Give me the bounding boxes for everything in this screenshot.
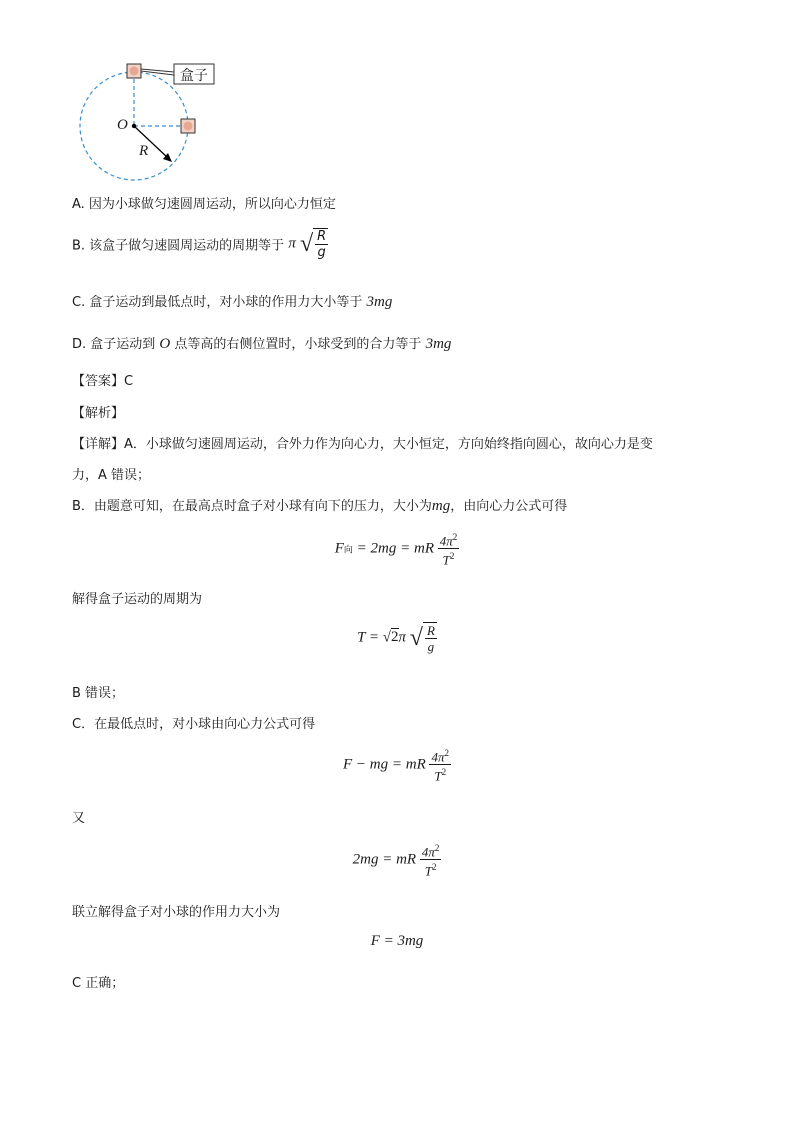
analysis-line6: C．在最低点时，对小球由向心力公式可得 xyxy=(72,717,316,732)
eq3-text: F − mg = mR xyxy=(343,756,426,773)
option-d-O: O xyxy=(159,336,171,352)
eq1-sub: 向 xyxy=(343,545,353,556)
eq4-text: 2mg = mR xyxy=(352,851,417,868)
line3-post: ，由向心力公式可得 xyxy=(450,499,568,514)
analysis-line9: C 正确； xyxy=(72,976,125,991)
center-point xyxy=(132,124,136,128)
option-c xyxy=(72,291,392,311)
analysis-line1-text: A．小球做匀速圆周运动，合外力作为向心力，大小恒定，方向始终指向圆心，故向心力是变 xyxy=(124,437,653,452)
eq1-mid: = 2mg = mR xyxy=(352,540,434,557)
option-d-math: 3mg xyxy=(425,336,452,352)
option-b xyxy=(72,228,328,268)
answer-label: 【答案】 xyxy=(72,374,125,389)
eq2-pi: π xyxy=(398,629,407,646)
option-a: A. 因为小球做匀速圆周运动，所以向心力恒定 xyxy=(72,197,336,212)
detail-label: 【详解】 xyxy=(72,437,125,452)
analysis-line1 xyxy=(72,433,653,452)
option-b-den: g xyxy=(317,245,326,260)
eq3-den: T xyxy=(434,768,442,784)
center-label: O xyxy=(117,117,128,133)
radius-label: R xyxy=(139,143,149,159)
option-c-text: C. 盒子运动到最低点时，对小球的作用力大小等于 xyxy=(72,295,363,310)
option-b-pi: π xyxy=(288,235,296,252)
eq2-root2: 2 xyxy=(391,629,399,646)
equation-2: T = √2π √ $\frac{R}{g}$ xyxy=(357,623,435,654)
eq2-lhs: T = xyxy=(357,629,383,646)
analysis-line3 xyxy=(72,495,567,515)
option-b-text: B. 该盒子做匀速圆周运动的周期等于 xyxy=(72,238,285,254)
equation-4: 2mg = mR $\frac{4\pi^2}{T^2}$ xyxy=(352,843,440,879)
eq1-lhs: F xyxy=(334,540,344,557)
top-ball xyxy=(130,67,139,76)
eq1-num: 4π xyxy=(439,533,453,549)
analysis-line7: 又 xyxy=(72,811,86,826)
line3-pre: B．由题意可知，在最高点时盒子对小球有向下的压力，大小为 xyxy=(72,499,432,514)
eq4-num: 4π xyxy=(421,844,435,860)
eq3-num: 4π xyxy=(431,749,445,765)
option-d-text2: 点等高的右侧位置时，小球受到的合力等于 xyxy=(174,337,422,352)
option-d-text1: D. 盒子运动到 xyxy=(72,337,156,352)
eq2-num: R xyxy=(426,623,435,638)
analysis-label: 【解析】 xyxy=(72,406,125,421)
eq1-den: T xyxy=(442,552,450,568)
answer-line xyxy=(72,370,133,389)
equation-5: F = 3mg xyxy=(370,933,424,949)
box-label: 盒子 xyxy=(180,68,208,84)
option-b-sqrt: √ $\frac{R}{g}$ xyxy=(299,229,327,260)
answer-value: C xyxy=(124,374,134,389)
equation-3: F − mg = mR $\frac{4\pi^2}{T^2}$ xyxy=(343,748,449,784)
analysis-line4: 解得盒子运动的周期为 xyxy=(72,592,203,607)
right-ball xyxy=(184,122,193,131)
option-c-math: 3mg xyxy=(366,294,393,310)
eq2-den: g xyxy=(427,639,435,654)
line3-math: mg xyxy=(431,498,451,514)
option-d xyxy=(72,333,451,353)
equation-1: F向 = 2mg = mR $\frac{4\pi^2}{T^2}$ xyxy=(334,532,458,568)
analysis-line2: 力，A 错误； xyxy=(72,468,151,483)
option-b-num: R xyxy=(317,229,327,244)
eq4-den: T xyxy=(424,863,432,879)
analysis-line5: B 错误； xyxy=(72,686,125,701)
analysis-line8: 联立解得盒子对小球的作用力大小为 xyxy=(72,905,281,920)
